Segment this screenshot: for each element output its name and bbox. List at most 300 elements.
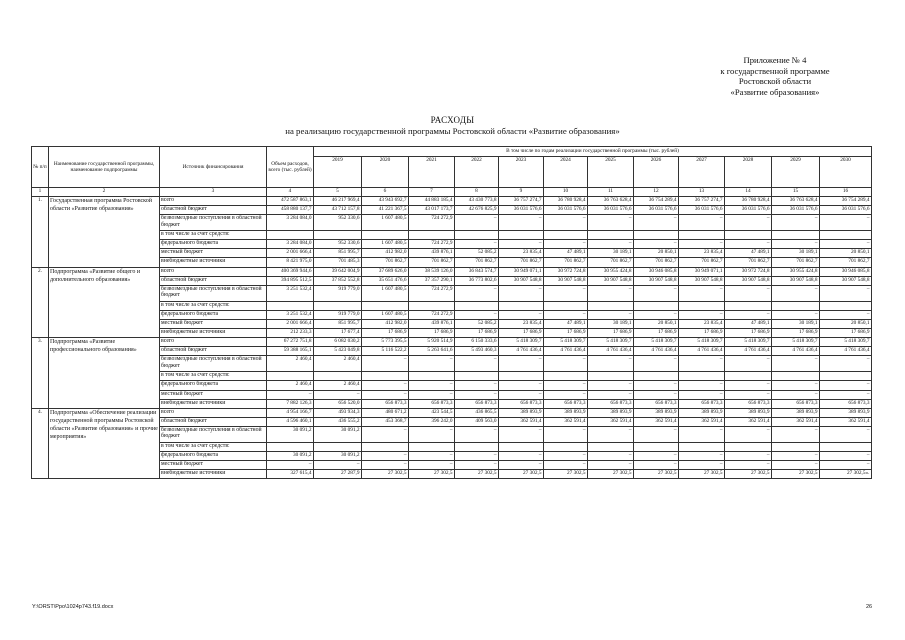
- year-value: 5 418 309,7: [725, 338, 772, 347]
- year-value: [544, 442, 588, 451]
- year-value: 17 686,9: [455, 329, 499, 338]
- year-value: –: [314, 461, 362, 470]
- column-index: 4: [267, 188, 314, 197]
- year-value: –: [409, 390, 455, 399]
- year-value: 27 302,5: [499, 470, 544, 479]
- year-value: 2 460,4: [314, 356, 362, 372]
- program-name: Государственная программа Ростовской области «Развитие образования»: [49, 197, 160, 268]
- year-value: [634, 231, 679, 240]
- year-value: [820, 372, 872, 381]
- total-value: 7 882 126,3: [267, 399, 314, 408]
- year-value: –: [588, 426, 634, 442]
- year-value: 439 876,1: [409, 249, 455, 258]
- funding-source: областной бюджет: [160, 206, 267, 215]
- year-value: [409, 231, 455, 240]
- funding-source: всего: [160, 267, 267, 276]
- year-value: 36 031 576,6: [725, 206, 772, 215]
- year-value: –: [634, 240, 679, 249]
- year-value: 5 423 049,8: [314, 347, 362, 356]
- total-value: 3 251 532,4: [267, 310, 314, 319]
- appendix-line: Ростовской области: [738, 76, 812, 87]
- year-value: –: [679, 390, 725, 399]
- year-value: –: [634, 381, 679, 390]
- funding-source: местный бюджет: [160, 319, 267, 328]
- year-value: 37 357 290,1: [409, 276, 455, 285]
- total-value: 30 091,2: [267, 451, 314, 460]
- year-value: [588, 372, 634, 381]
- total-value: –: [267, 390, 314, 399]
- year-value: –: [820, 240, 872, 249]
- header-year: 2020: [362, 157, 409, 188]
- year-value: –: [725, 285, 772, 301]
- year-value: 36 031 576,6: [588, 206, 634, 215]
- year-value: 389 893,9: [772, 408, 820, 417]
- year-value: [772, 372, 820, 381]
- year-value: [455, 372, 499, 381]
- year-value: 5 773 395,5: [362, 338, 409, 347]
- year-value: 30 189,1: [772, 319, 820, 328]
- expenses-table: [31, 146, 872, 479]
- document-subtitle: на реализацию государственной программы Ростовской области «Развитие образования»: [285, 126, 620, 136]
- total-value: 400 369 944,6: [267, 267, 314, 276]
- year-value: –: [725, 451, 772, 460]
- year-value: 4 761 436,4: [544, 347, 588, 356]
- year-value: 1 607 480,5: [362, 240, 409, 249]
- year-value: [772, 301, 820, 310]
- year-value: 27 302,5: [409, 470, 455, 479]
- year-value: 4 761 436,4: [679, 347, 725, 356]
- year-value: 6 082 030,2: [314, 338, 362, 347]
- year-value: 362 591,4: [634, 417, 679, 426]
- total-value: 327 615,4: [267, 470, 314, 479]
- year-value: –: [679, 285, 725, 301]
- year-value: 656 873,3: [544, 399, 588, 408]
- header-volume: Объем расходов, всего (тыс. рублей): [267, 147, 314, 188]
- year-value: –: [455, 356, 499, 372]
- year-value: 362 591,4: [772, 417, 820, 426]
- year-value: 724 272,9: [409, 285, 455, 301]
- year-value: [725, 231, 772, 240]
- appendix-note: [690, 55, 860, 97]
- year-value: 656 873,3: [820, 399, 872, 408]
- table-row: [32, 408, 872, 417]
- year-value: [362, 372, 409, 381]
- year-value: 5 418 309,7: [679, 338, 725, 347]
- year-value: –: [499, 310, 544, 319]
- year-value: –: [544, 381, 588, 390]
- header-name: Наименование государственной программы, наименование подпрограммы: [49, 147, 160, 188]
- column-index: 13: [679, 188, 725, 197]
- year-value: 952 330,6: [314, 240, 362, 249]
- year-value: 27 302,5: [455, 470, 499, 479]
- year-value: –: [499, 461, 544, 470]
- year-value: –: [772, 215, 820, 231]
- column-index: 12: [634, 188, 679, 197]
- year-value: –: [820, 426, 872, 442]
- year-value: 17 686,9: [362, 329, 409, 338]
- year-value: –: [455, 215, 499, 231]
- year-value: –: [314, 390, 362, 399]
- year-value: –: [588, 310, 634, 319]
- year-value: –: [544, 390, 588, 399]
- year-value: –: [679, 215, 725, 231]
- year-value: –: [409, 426, 455, 442]
- year-value: 396 242,0: [409, 417, 455, 426]
- year-value: 43 430 773,8: [455, 197, 499, 206]
- year-value: 389 893,9: [499, 408, 544, 417]
- year-value: [679, 301, 725, 310]
- year-value: 37 852 552,8: [314, 276, 362, 285]
- column-index: 14: [725, 188, 772, 197]
- year-value: –: [499, 240, 544, 249]
- year-value: [772, 442, 820, 451]
- year-value: 412 982,0: [362, 319, 409, 328]
- year-value: 30 907 548,8: [820, 276, 872, 285]
- year-value: 36 773 802,6: [455, 276, 499, 285]
- footer-file-path: Y:\ORST\Ppo\1024p743.f19.docx: [32, 604, 114, 610]
- funding-source: областной бюджет: [160, 347, 267, 356]
- year-value: 412 982,0: [362, 249, 409, 258]
- year-value: –: [499, 426, 544, 442]
- column-index: 15: [772, 188, 820, 197]
- year-value: –: [679, 426, 725, 442]
- total-value: [267, 372, 314, 381]
- year-value: [588, 231, 634, 240]
- year-value: [544, 372, 588, 381]
- year-value: –: [588, 240, 634, 249]
- year-value: 919 779,0: [314, 310, 362, 319]
- year-value: [314, 301, 362, 310]
- year-value: 30 189,1: [588, 319, 634, 328]
- year-value: –: [409, 461, 455, 470]
- year-value: –: [544, 426, 588, 442]
- year-value: –: [588, 215, 634, 231]
- year-value: 44 883 185,4: [409, 197, 455, 206]
- year-value: [820, 231, 872, 240]
- total-value: 2 460,4: [267, 381, 314, 390]
- year-value: 4 761 436,4: [820, 347, 872, 356]
- funding-source: безвозмездные поступления в областной бюджет: [160, 285, 267, 301]
- header-year: 2026: [634, 157, 679, 188]
- year-value: 701 862,7: [362, 258, 409, 267]
- column-index: 11: [588, 188, 634, 197]
- year-value: –: [588, 285, 634, 301]
- year-value: [499, 442, 544, 451]
- year-value: [499, 231, 544, 240]
- year-value: –: [455, 285, 499, 301]
- year-value: 52 085,2: [455, 249, 499, 258]
- year-value: 5 418 309,7: [772, 338, 820, 347]
- year-value: –: [588, 451, 634, 460]
- year-value: –: [588, 356, 634, 372]
- total-value: 2 460,4: [267, 356, 314, 372]
- year-value: 30 907 548,8: [588, 276, 634, 285]
- year-value: 701 862,7: [455, 258, 499, 267]
- header-year: 2030: [820, 157, 872, 188]
- year-value: 436 555,2: [314, 417, 362, 426]
- total-value: 4 954 166,7: [267, 408, 314, 417]
- year-value: 17 686,9: [409, 329, 455, 338]
- funding-source: местный бюджет: [160, 249, 267, 258]
- year-value: –: [499, 215, 544, 231]
- year-value: 36 031 576,6: [679, 206, 725, 215]
- year-value: –: [634, 461, 679, 470]
- year-value: 47 489,1: [544, 319, 588, 328]
- year-value: 701 862,7: [820, 258, 872, 267]
- year-value: –: [634, 390, 679, 399]
- table-row: [32, 338, 872, 347]
- year-value: –: [544, 240, 588, 249]
- year-value: [455, 231, 499, 240]
- column-index: 2: [49, 188, 160, 197]
- funding-source: внебюджетные источники: [160, 329, 267, 338]
- year-value: [772, 231, 820, 240]
- year-value: 4 761 436,4: [634, 347, 679, 356]
- year-value: –: [588, 461, 634, 470]
- funding-source: безвозмездные поступления в областной бюджет: [160, 215, 267, 231]
- year-value: 724 272,9: [409, 240, 455, 249]
- year-value: 701 862,7: [725, 258, 772, 267]
- funding-source: внебюджетные источники: [160, 470, 267, 479]
- year-value: –: [455, 451, 499, 460]
- column-index: 6: [362, 188, 409, 197]
- year-value: 27 302,5: [362, 470, 409, 479]
- year-value: –: [820, 356, 872, 372]
- year-value: 27 302,5».: [820, 470, 872, 479]
- year-value: 38 539 126,0: [409, 267, 455, 276]
- year-value: 20 850,1: [820, 319, 872, 328]
- year-value: –: [455, 461, 499, 470]
- column-index: 16: [820, 188, 872, 197]
- year-value: –: [725, 426, 772, 442]
- page-number: 26: [866, 604, 873, 610]
- year-value: 30 907 548,8: [772, 276, 820, 285]
- year-value: 20 850,1: [634, 319, 679, 328]
- year-value: 5 418 309,7: [588, 338, 634, 347]
- year-value: 656 873,3: [362, 399, 409, 408]
- year-value: 20 850,1: [820, 249, 872, 258]
- year-value: –: [820, 285, 872, 301]
- year-value: 30 949 071,1: [679, 267, 725, 276]
- year-value: 362 591,4: [544, 417, 588, 426]
- document-title: РАСХОДЫ: [430, 115, 475, 125]
- year-value: 36 763 628,4: [772, 197, 820, 206]
- year-value: 52 085,2: [455, 319, 499, 328]
- year-value: –: [725, 356, 772, 372]
- year-value: –: [679, 461, 725, 470]
- year-value: 47 489,1: [544, 249, 588, 258]
- year-value: 701 862,7: [499, 258, 544, 267]
- year-value: 47 489,1: [725, 319, 772, 328]
- year-value: 656 873,3: [409, 399, 455, 408]
- total-value: 3 284 084,0: [267, 240, 314, 249]
- year-value: [314, 372, 362, 381]
- funding-source: безвозмездные поступления в областной бюджет: [160, 426, 267, 442]
- year-value: –: [499, 451, 544, 460]
- year-value: 389 893,9: [544, 408, 588, 417]
- year-value: 17 686,9: [544, 329, 588, 338]
- year-value: –: [679, 356, 725, 372]
- year-value: 36 754 289,4: [820, 197, 872, 206]
- funding-source: местный бюджет: [160, 390, 267, 399]
- year-value: 36 763 628,4: [588, 197, 634, 206]
- year-value: –: [634, 451, 679, 460]
- year-value: 30 955 424,8: [588, 267, 634, 276]
- year-value: –: [725, 240, 772, 249]
- header-year: 2023: [499, 157, 544, 188]
- year-value: 27 302,5: [725, 470, 772, 479]
- year-value: 17 686,9: [820, 329, 872, 338]
- funding-source: всего: [160, 197, 267, 206]
- year-value: –: [362, 426, 409, 442]
- year-value: –: [455, 310, 499, 319]
- total-value: 3 284 084,0: [267, 215, 314, 231]
- year-value: 701 862,7: [544, 258, 588, 267]
- total-value: –: [267, 461, 314, 470]
- year-value: 701 485,3: [314, 258, 362, 267]
- year-value: –: [725, 215, 772, 231]
- year-value: 30 949 071,1: [499, 267, 544, 276]
- year-value: [544, 231, 588, 240]
- year-value: –: [679, 451, 725, 460]
- year-value: –: [772, 426, 820, 442]
- column-index: 8: [455, 188, 499, 197]
- year-value: 30 955 424,8: [772, 267, 820, 276]
- year-value: [544, 301, 588, 310]
- year-value: [588, 301, 634, 310]
- year-value: [634, 442, 679, 451]
- year-value: –: [725, 390, 772, 399]
- column-index: 9: [499, 188, 544, 197]
- year-value: 23 835,4: [499, 319, 544, 328]
- year-value: 656 873,3: [499, 399, 544, 408]
- year-value: 20 850,1: [634, 249, 679, 258]
- year-value: 23 835,4: [499, 249, 544, 258]
- year-value: 23 835,4: [679, 319, 725, 328]
- year-value: 27 302,5: [772, 470, 820, 479]
- funding-source: внебюджетные источники: [160, 258, 267, 267]
- year-value: 36 031 576,6: [634, 206, 679, 215]
- year-value: 36 031 576,6: [499, 206, 544, 215]
- year-value: [362, 231, 409, 240]
- year-value: –: [772, 461, 820, 470]
- year-value: 36 754 289,4: [634, 197, 679, 206]
- year-value: –: [820, 310, 872, 319]
- year-value: –: [772, 390, 820, 399]
- year-value: 5 116 522,2: [362, 347, 409, 356]
- year-value: 389 893,9: [588, 408, 634, 417]
- year-value: –: [634, 426, 679, 442]
- year-value: 5 418 309,7: [820, 338, 872, 347]
- funding-source: внебюджетные источники: [160, 399, 267, 408]
- year-value: 17 686,9: [588, 329, 634, 338]
- year-value: [679, 231, 725, 240]
- year-value: 362 591,4: [820, 417, 872, 426]
- year-value: 724 272,9: [409, 215, 455, 231]
- year-value: 701 862,7: [679, 258, 725, 267]
- year-value: 27 302,5: [679, 470, 725, 479]
- year-value: 47 489,1: [725, 249, 772, 258]
- year-value: –: [544, 461, 588, 470]
- header-year: 2027: [679, 157, 725, 188]
- row-number: 4.: [32, 408, 49, 479]
- year-value: 1 607 480,5: [362, 310, 409, 319]
- year-value: [314, 442, 362, 451]
- year-value: [314, 231, 362, 240]
- year-value: [455, 442, 499, 451]
- program-name: Подпрограмма «Развитие общего и дополнительного образования»: [49, 267, 160, 338]
- year-value: –: [679, 310, 725, 319]
- year-value: –: [499, 356, 544, 372]
- funding-source: федерального бюджета: [160, 240, 267, 249]
- year-value: [455, 301, 499, 310]
- year-value: –: [634, 310, 679, 319]
- year-value: [499, 301, 544, 310]
- year-value: –: [588, 390, 634, 399]
- year-value: 30 907 548,8: [544, 276, 588, 285]
- year-value: 701 862,7: [634, 258, 679, 267]
- header-source: Источник финансирования: [160, 147, 267, 188]
- year-value: 389 893,9: [820, 408, 872, 417]
- year-value: [634, 372, 679, 381]
- year-value: [725, 442, 772, 451]
- year-value: 656 873,3: [455, 399, 499, 408]
- year-value: –: [409, 451, 455, 460]
- year-value: 30 972 724,8: [544, 267, 588, 276]
- year-value: –: [772, 356, 820, 372]
- year-value: 851 995,7: [314, 249, 362, 258]
- year-value: –: [455, 240, 499, 249]
- total-value: 30 091,2: [267, 426, 314, 442]
- total-value: 67 272 751,8: [267, 338, 314, 347]
- total-value: 394 895 512,5: [267, 276, 314, 285]
- year-value: 656 873,3: [588, 399, 634, 408]
- year-value: [679, 442, 725, 451]
- year-value: –: [679, 240, 725, 249]
- year-value: 27 302,5: [588, 470, 634, 479]
- year-value: –: [634, 215, 679, 231]
- year-value: –: [544, 310, 588, 319]
- year-value: 656 873,3: [679, 399, 725, 408]
- year-value: –: [544, 285, 588, 301]
- column-index: 3: [160, 188, 267, 197]
- year-value: 362 591,4: [725, 417, 772, 426]
- year-value: 851 995,7: [314, 319, 362, 328]
- year-value: [409, 372, 455, 381]
- year-value: 17 686,9: [725, 329, 772, 338]
- year-value: 30 907 548,8: [634, 276, 679, 285]
- year-value: 42 676 825,9: [455, 206, 499, 215]
- year-value: –: [544, 356, 588, 372]
- funding-source: в том числе за счет средств:: [160, 442, 267, 451]
- year-value: –: [362, 381, 409, 390]
- year-value: –: [634, 356, 679, 372]
- year-value: 27 287,9: [314, 470, 362, 479]
- year-value: 30 907 548,8: [499, 276, 544, 285]
- funding-source: всего: [160, 408, 267, 417]
- year-value: –: [772, 240, 820, 249]
- year-value: –: [455, 381, 499, 390]
- year-value: 30 946 085,8: [820, 267, 872, 276]
- year-value: 46 217 969,4: [314, 197, 362, 206]
- year-value: –: [409, 381, 455, 390]
- funding-source: местный бюджет: [160, 461, 267, 470]
- funding-source: в том числе за счет средств:: [160, 231, 267, 240]
- funding-source: областной бюджет: [160, 276, 267, 285]
- column-index: 10: [544, 188, 588, 197]
- year-value: 4 761 436,4: [499, 347, 544, 356]
- header-year: 2022: [455, 157, 499, 188]
